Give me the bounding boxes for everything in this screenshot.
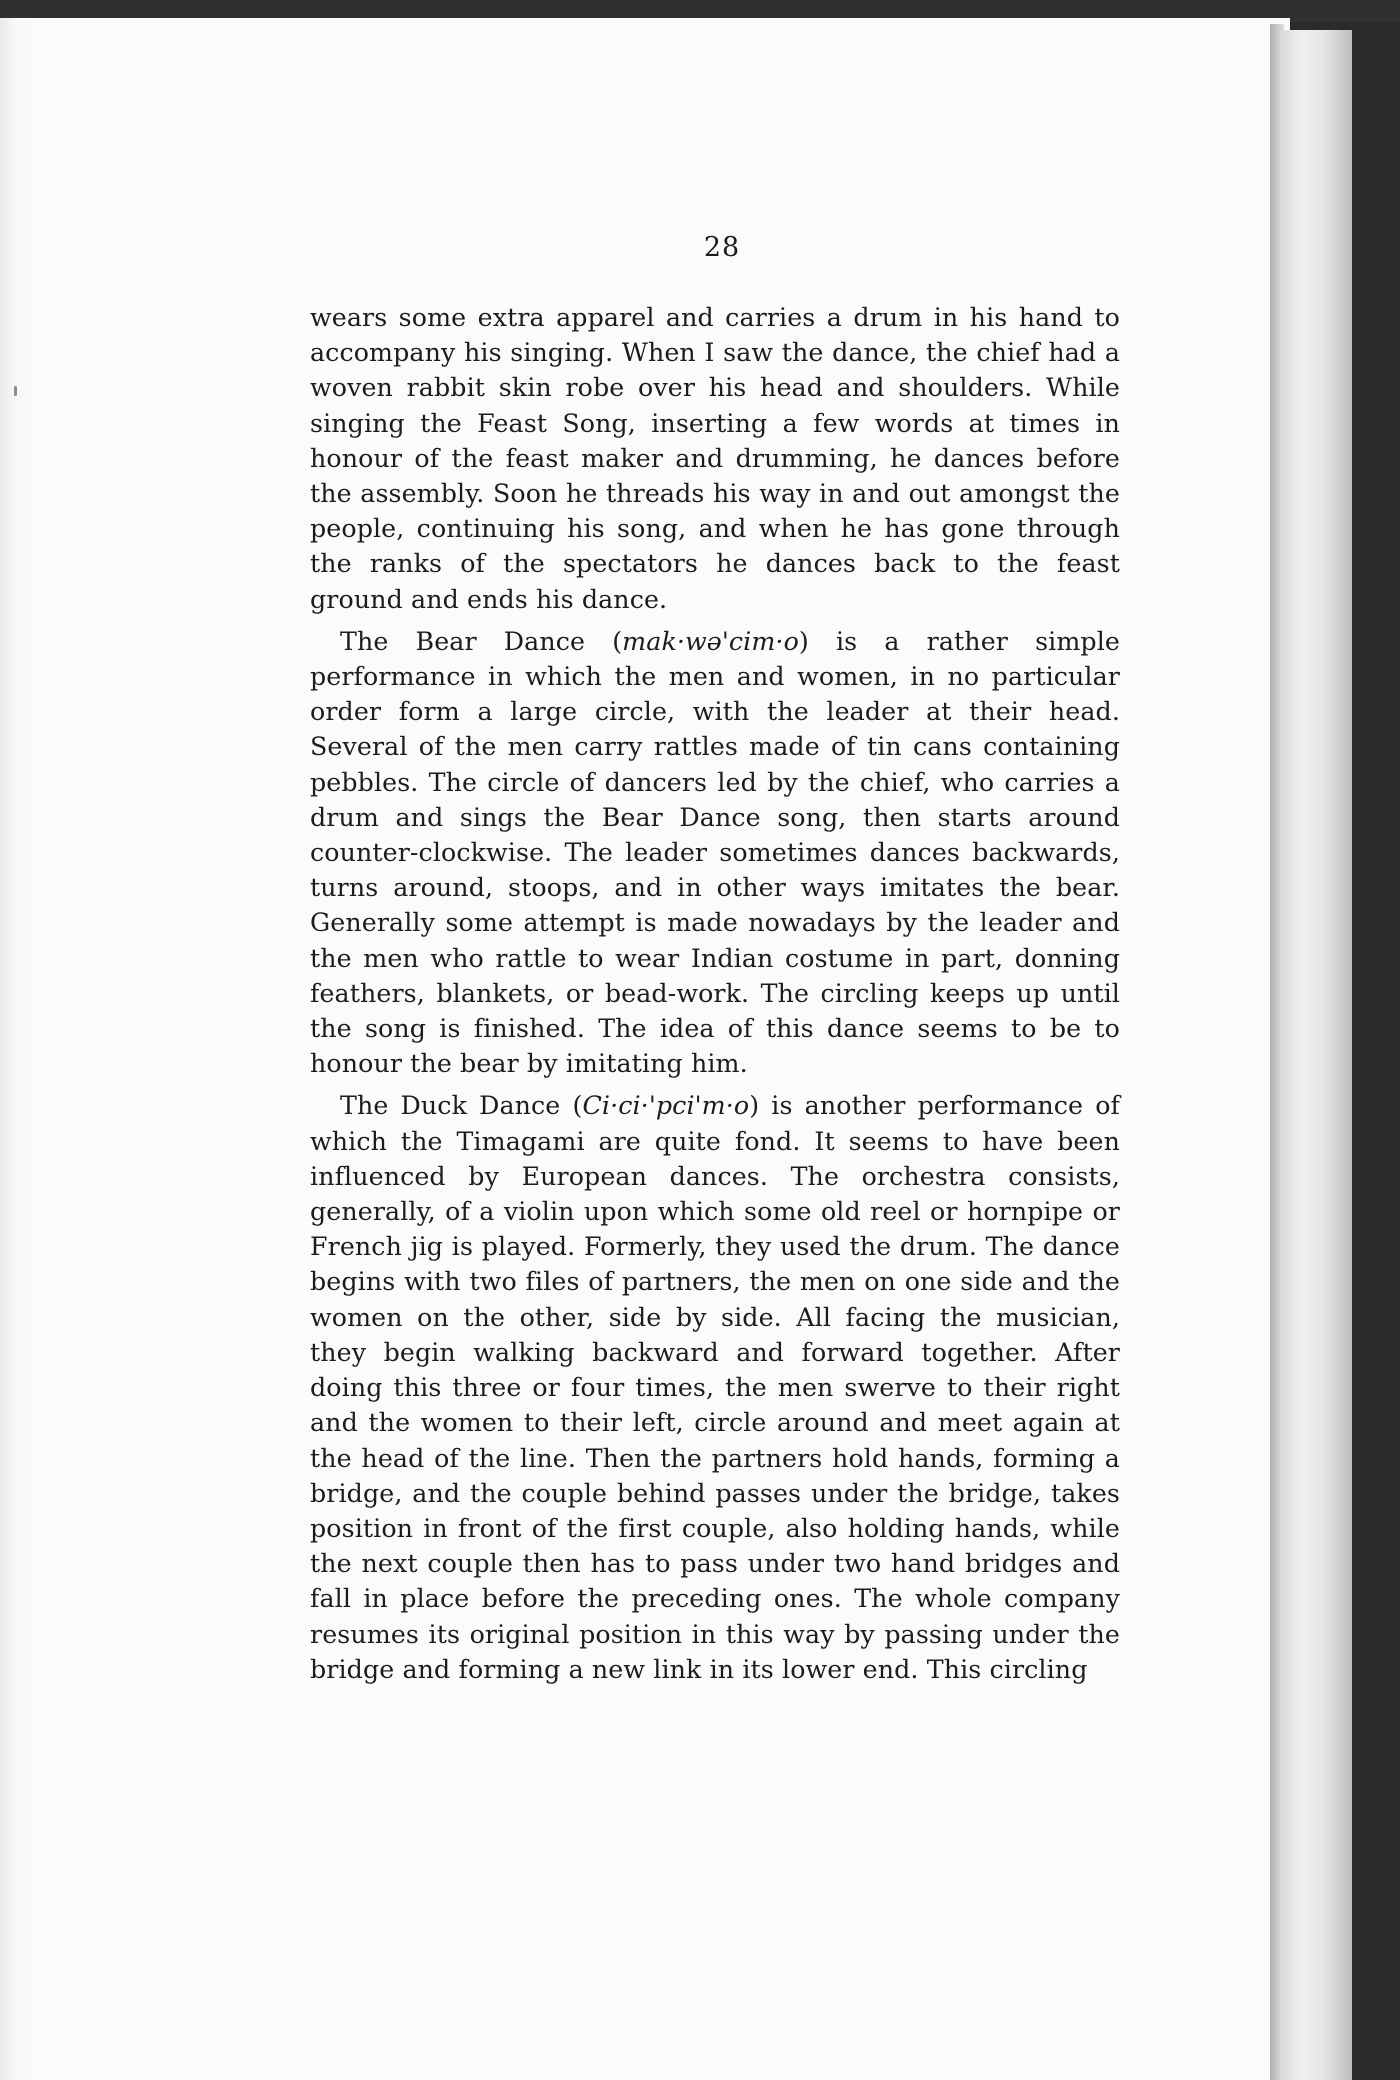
paragraph-text: ) is a rather simple performance in which the men and women, in no particular order form a large circle, with the leader at their head. Several of the men carry rattles made of tin cans containing pebbles. The circle of dancers led by the chief, who carries a drum and sings the Bear Dance song, then starts around counter-clockwise. The leader sometimes dances backwards, turns around, stoops, and in other ways imitates the bear. Generally some attempt is made nowadays by the leader and the men who rattle to wear Indian costume in part, donning feathers, blankets, or bead-work. The circling keeps up until the song is finished. The idea of this dance seems to be to honour the bear by imitating him. xyxy=(310,626,1120,1079)
paragraph-duck-dance xyxy=(310,1088,1120,1686)
body-text xyxy=(310,300,1120,1694)
paragraph-text: wears some extra apparel and carries a drum in his hand to accompany his singing. When I saw the dance, the chief had a woven rabbit skin robe over his head and shoulders. While singing the Feast Song, inserting a few words at times in honour of the feast maker and drumming, he dances before the assembly. Soon he threads his way in and out amongst the people, continuing his song, and when he has gone through the ranks of the spectators he dances back to the feast ground and ends his dance. xyxy=(310,303,1120,614)
paragraph-continuation xyxy=(310,300,1120,617)
paragraph-lead: The Duck Dance ( xyxy=(340,1091,583,1121)
paragraph-text: ) is another performance of which the Timagami are quite fond. It seems to have been influenced by European dances. The orchestra consists, generally, of a violin upon which some old reel or hornpipe or French jig is played. Formerly, they used the drum. The dance begins with two files of partners, the men on one side and the women on the other, side by side. All facing the musician, they begin walking backward and forward together. After doing this three or four times, the men swerve to their right and the women to their left, circle around and meet again at the head of the line. Then the partners hold hands, forming a bridge, and the couple behind passes under the bridge, takes position in front of the first couple, also holding hands, while the next couple then has to pass under two hand bridges and fall in place before the preceding ones. The whole company resumes its original position in this way by passing under the bridge and forming a new link in its lower end. This circling xyxy=(310,1091,1121,1684)
page-number: 28 xyxy=(703,232,741,263)
ojibwa-term: mak·wə'cim·o xyxy=(622,626,799,656)
paragraph-lead: The Bear Dance ( xyxy=(340,626,623,656)
ojibwa-term: Ci·ci·'pci'm·o xyxy=(582,1091,750,1121)
margin-mark xyxy=(14,386,17,396)
paragraph-bear-dance xyxy=(310,624,1120,1082)
page-stack-edge xyxy=(1280,30,1352,2080)
